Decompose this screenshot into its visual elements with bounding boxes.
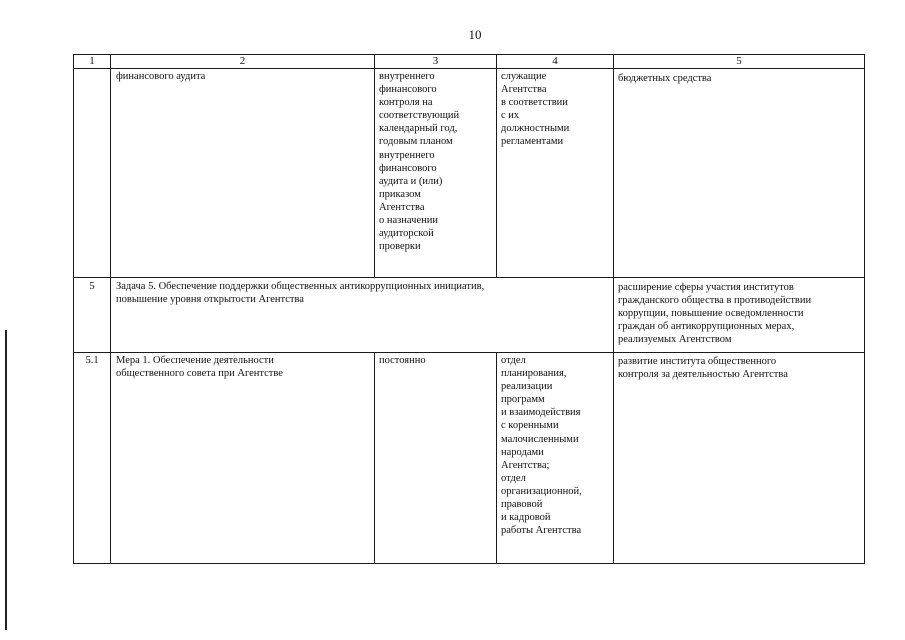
table-border-right xyxy=(864,54,865,564)
row-result-cell: бюджетных средства xyxy=(618,73,712,84)
column-separator xyxy=(496,54,497,278)
margin-rule xyxy=(5,330,7,630)
column-header-5: 5 xyxy=(736,55,742,67)
column-separator xyxy=(110,54,111,564)
row-responsible-cell: служащие Агентства в соответствии с их должностными регламентами xyxy=(501,71,570,148)
header-separator xyxy=(73,68,865,69)
measure-responsible-cell: отдел планирования, реализации программ и взаимодействия с коренными малочисленными народами Агентства; отдел организационной, правовой и кадровой работы Агентства xyxy=(501,355,582,537)
column-separator xyxy=(374,54,375,278)
measure-result-cell: развитие института общественного контроля за деятельностью Агентства xyxy=(618,356,788,381)
measure-name-cell: Мера 1. Обеспечение деятельности общественного совета при Агентстве xyxy=(116,355,283,380)
row-name-cell: финансового аудита xyxy=(116,71,206,82)
table-border-left xyxy=(73,54,74,564)
column-separator xyxy=(496,352,497,564)
column-separator xyxy=(613,54,614,564)
column-header-2: 2 xyxy=(239,55,246,67)
row-number: 5 xyxy=(89,281,95,292)
column-header-4: 4 xyxy=(552,55,558,67)
row-separator xyxy=(73,352,865,353)
table-border-bottom xyxy=(73,563,865,564)
measure-deadline-cell: постоянно xyxy=(379,355,426,366)
row-deadline-cell: внутреннего финансового контроля на соответствующий календарный год, годовым планом внутреннего финансового аудита и (или) приказом Агентства о назначении аудиторской проверки xyxy=(379,71,460,253)
column-header-1: 1 xyxy=(89,55,95,67)
row-number: 5.1 xyxy=(85,355,99,366)
column-separator xyxy=(374,352,375,564)
task-result-cell: расширение сферы участия институтов гражданского общества в противодействии коррупции, повышение осведомленности граждан об антикоррупционных мерах, реализуемых Агентством xyxy=(618,282,812,346)
column-header-3: 3 xyxy=(432,55,439,67)
row-separator xyxy=(73,277,865,278)
page-number: 10 xyxy=(468,27,482,42)
task-title-cell: Задача 5. Обеспечение поддержки общественных антикоррупционных инициатив, повышение уровня открытости Агентства xyxy=(116,281,485,306)
